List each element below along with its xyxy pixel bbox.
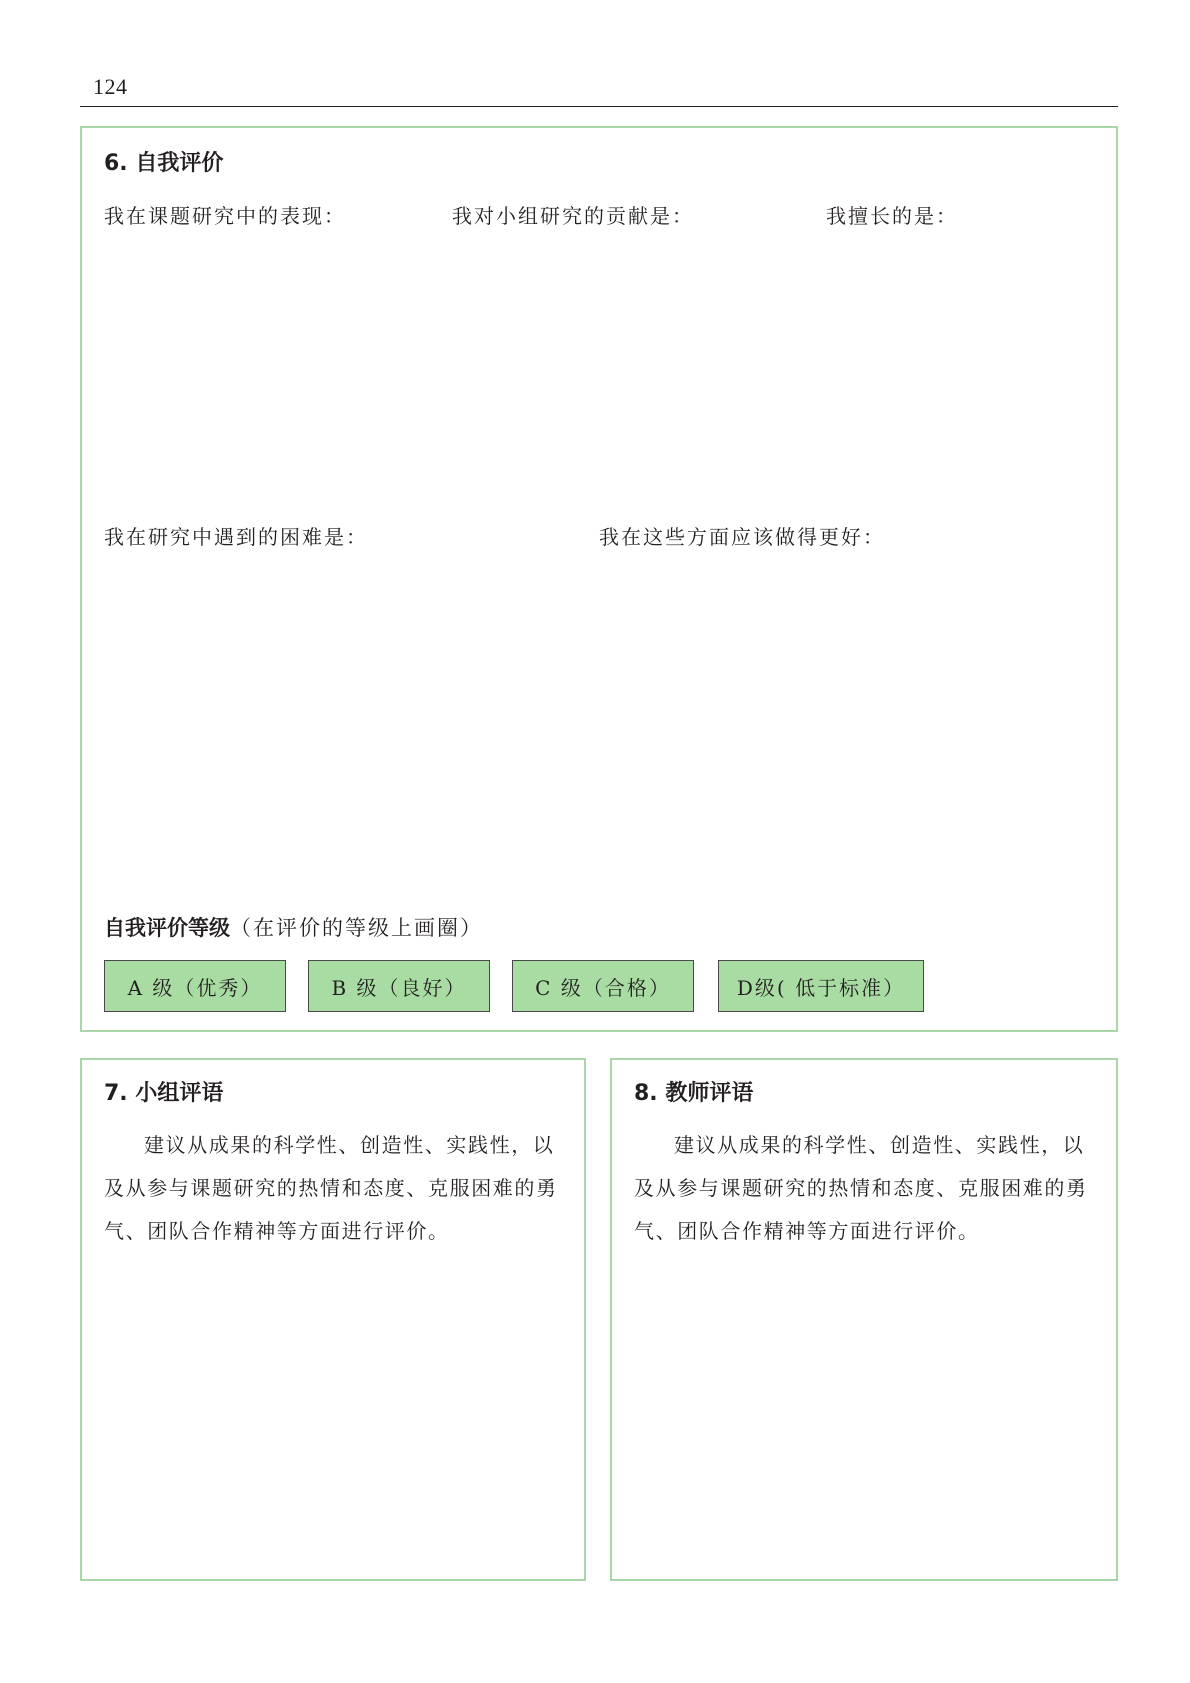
grade-option-c[interactable]: C 级（合格）: [512, 960, 694, 1012]
teacher-comment-title: 8. 教师评语: [634, 1081, 754, 1106]
group-comment-panel: [80, 1058, 586, 1581]
self-evaluation-title: 6. 自我评价: [104, 151, 224, 176]
grade-option-d[interactable]: D级( 低于标准）: [718, 960, 924, 1012]
prompt-contribution: 我对小组研究的贡献是：: [452, 204, 694, 228]
self-evaluation-panel: [80, 126, 1118, 1032]
header-rule: [80, 106, 1118, 107]
prompt-performance: 我在课题研究中的表现：: [104, 204, 346, 228]
grade-heading-note: （在评价的等级上画圈）: [230, 916, 483, 940]
grade-option-b[interactable]: B 级（良好）: [308, 960, 490, 1012]
prompt-improve: 我在这些方面应该做得更好：: [599, 525, 885, 549]
grade-option-a[interactable]: A 级（优秀）: [104, 960, 286, 1012]
prompt-strength: 我擅长的是：: [826, 204, 958, 228]
grade-heading-label: 自我评价等级: [104, 916, 230, 940]
grade-heading: [104, 912, 483, 942]
prompt-difficulty: 我在研究中遇到的困难是：: [104, 525, 368, 549]
group-comment-title: 7. 小组评语: [104, 1081, 224, 1106]
teacher-comment-guidance: 建议从成果的科学性、创造性、实践性，以及从参与课题研究的热情和态度、克服困难的勇气、团队合作精神等方面进行评价。: [634, 1133, 1088, 1243]
page-number: 124: [93, 74, 128, 99]
teacher-comment-panel: [610, 1058, 1118, 1581]
group-comment-guidance: 建议从成果的科学性、创造性、实践性，以及从参与课题研究的热情和态度、克服困难的勇气、团队合作精神等方面进行评价。: [104, 1133, 558, 1243]
